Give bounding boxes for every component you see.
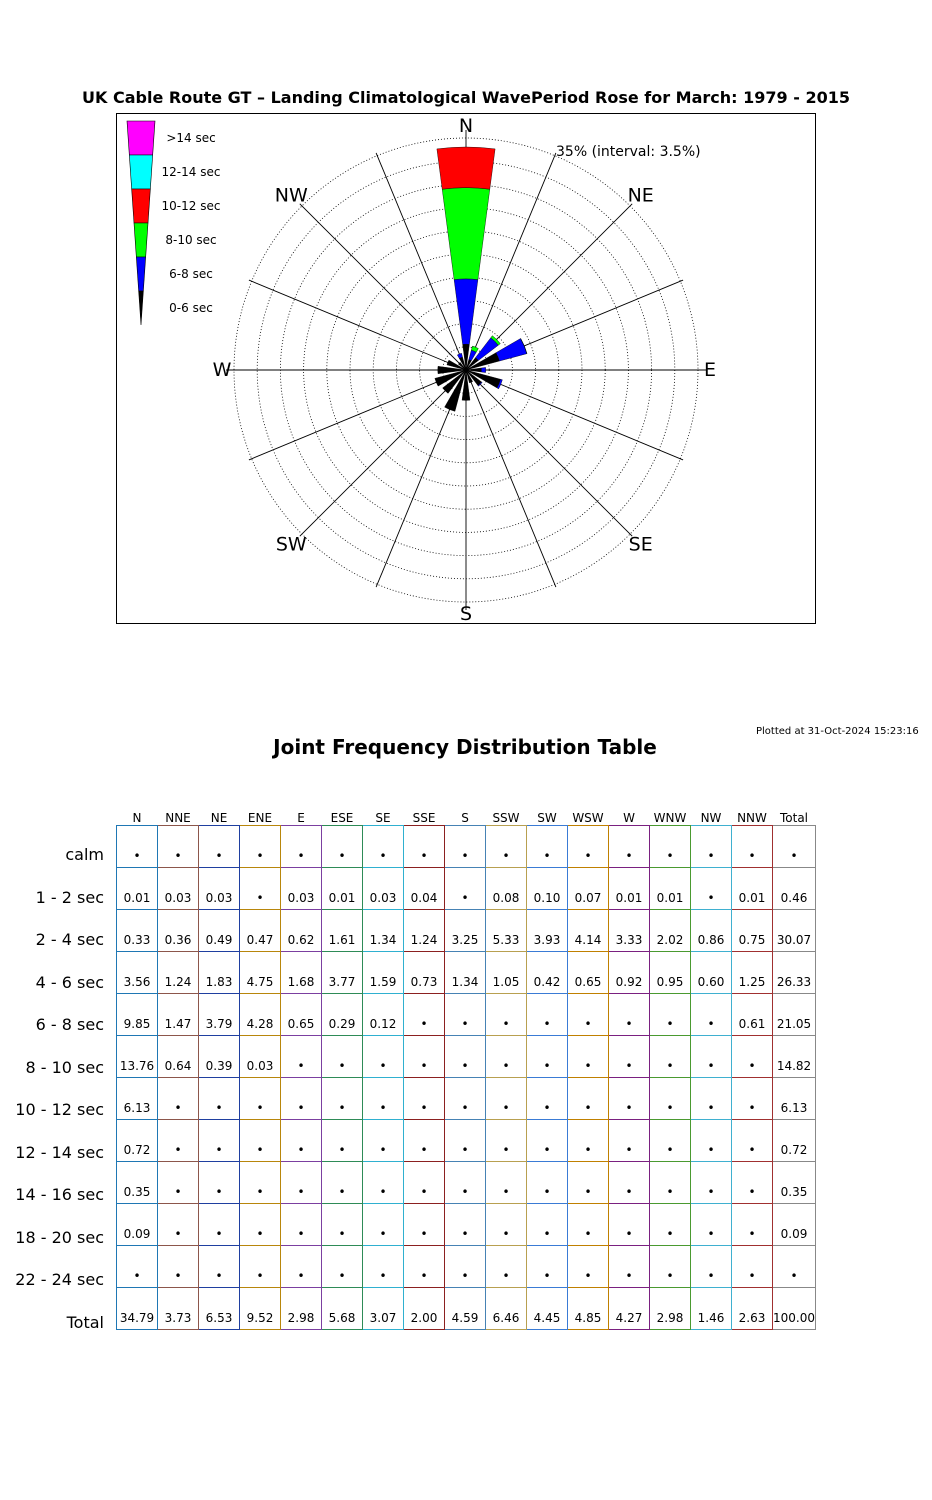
table-cell: • — [363, 1078, 404, 1120]
table-cell: • — [404, 826, 445, 868]
table-cell: • — [199, 826, 240, 868]
table-cell: • — [486, 1036, 527, 1078]
table-cell: 0.61 — [732, 994, 773, 1036]
table-cell: 34.79 — [117, 1288, 158, 1330]
table-cell: • — [650, 1120, 691, 1162]
table-cell: 0.42 — [527, 952, 568, 994]
table-cell: • — [363, 1204, 404, 1246]
table-cell: • — [650, 1162, 691, 1204]
table-cell: • — [691, 1162, 732, 1204]
table-cell: • — [158, 1246, 199, 1288]
table-cell: 0.35 — [117, 1162, 158, 1204]
table-cell: • — [281, 1246, 322, 1288]
column-header: E — [297, 811, 305, 825]
table-cell: 1.68 — [281, 952, 322, 994]
table-cell: • — [568, 994, 609, 1036]
legend-label: 0-6 sec — [169, 301, 213, 315]
table-cell: • — [486, 994, 527, 1036]
wind-rose-chart — [116, 113, 919, 737]
table-cell: 2.63 — [732, 1288, 773, 1330]
direction-label: S — [459, 603, 473, 625]
table-cell: 0.01 — [322, 868, 363, 910]
table-cell: 0.36 — [158, 910, 199, 952]
table-cell: 2.00 — [404, 1288, 445, 1330]
table-cell: • — [527, 994, 568, 1036]
table-title: Joint Frequency Distribution Table — [273, 735, 657, 759]
table-cell: • — [363, 826, 404, 868]
legend-swatch — [129, 155, 152, 189]
table-cell: • — [322, 826, 363, 868]
table-cell: 1.47 — [158, 994, 199, 1036]
table-cell: 0.35 — [773, 1162, 816, 1204]
table-cell: • — [404, 1246, 445, 1288]
table-cell: • — [322, 1078, 363, 1120]
spoke-line — [466, 370, 556, 587]
table-cell: • — [486, 1120, 527, 1162]
legend-label: 12-14 sec — [161, 165, 221, 179]
table-cell: • — [322, 1036, 363, 1078]
table-cell: 14.82 — [773, 1036, 816, 1078]
table-cell: 0.01 — [732, 868, 773, 910]
column-header: WNW — [653, 811, 687, 825]
table-cell: • — [650, 1246, 691, 1288]
table-cell: • — [691, 994, 732, 1036]
table-cell: 0.03 — [158, 868, 199, 910]
table-cell: • — [527, 1162, 568, 1204]
spoke-line — [249, 370, 466, 460]
direction-label: W — [212, 359, 232, 381]
table-cell: 0.01 — [609, 868, 650, 910]
table-cell: • — [281, 1120, 322, 1162]
table-cell: 3.93 — [527, 910, 568, 952]
table-cell: • — [281, 1078, 322, 1120]
legend-label: 6-8 sec — [169, 267, 213, 281]
table-cell: 3.07 — [363, 1288, 404, 1330]
legend-swatch — [139, 291, 144, 325]
table-cell: • — [650, 1036, 691, 1078]
table-cell: • — [568, 1120, 609, 1162]
table-cell: 2.02 — [650, 910, 691, 952]
table-cell: • — [732, 1204, 773, 1246]
column-header: SSW — [492, 811, 520, 825]
table-cell: • — [527, 1204, 568, 1246]
table-cell: 0.01 — [650, 868, 691, 910]
direction-label: SE — [628, 533, 653, 556]
table-cell: • — [527, 1120, 568, 1162]
table-cell: • — [445, 1078, 486, 1120]
table-cell: • — [732, 1036, 773, 1078]
table-cell: • — [609, 1120, 650, 1162]
table-cell: • — [281, 826, 322, 868]
row-label: 2 - 4 sec — [35, 930, 104, 949]
table-cell: • — [691, 1246, 732, 1288]
table-cell: 6.53 — [199, 1288, 240, 1330]
table-cell: • — [158, 826, 199, 868]
table-cell: 1.24 — [158, 952, 199, 994]
table-cell: • — [240, 1162, 281, 1204]
table-cell: • — [568, 1162, 609, 1204]
table-cell: • — [404, 1078, 445, 1120]
table-cell: 0.03 — [199, 868, 240, 910]
table-cell: • — [527, 1246, 568, 1288]
table-cell: 0.92 — [609, 952, 650, 994]
table-cell: • — [568, 826, 609, 868]
table-cell: • — [609, 1246, 650, 1288]
table-cell: 4.85 — [568, 1288, 609, 1330]
table-cell: 0.08 — [486, 868, 527, 910]
table-cell: 0.09 — [773, 1204, 816, 1246]
table-cell: • — [527, 826, 568, 868]
table-cell: • — [117, 1246, 158, 1288]
legend-swatch — [134, 223, 148, 257]
table-row — [117, 1288, 816, 1330]
table-cell: • — [445, 826, 486, 868]
column-header: NW — [700, 811, 722, 825]
spoke-line — [300, 204, 466, 370]
table-cell: 2.98 — [281, 1288, 322, 1330]
row-label: 22 - 24 sec — [15, 1270, 104, 1289]
table-cell: • — [445, 1246, 486, 1288]
row-label: 1 - 2 sec — [35, 887, 104, 907]
table-cell: 0.95 — [650, 952, 691, 994]
table-cell: • — [240, 1120, 281, 1162]
table-cell: 0.86 — [691, 910, 732, 952]
table-cell: • — [199, 1246, 240, 1288]
table-row — [117, 826, 816, 868]
table-cell: 1.05 — [486, 952, 527, 994]
table-cell: • — [404, 1204, 445, 1246]
table-cell: 4.75 — [240, 952, 281, 994]
column-header: NNW — [737, 811, 767, 825]
table-cell: • — [486, 1078, 527, 1120]
table-cell: • — [158, 1204, 199, 1246]
table-cell: 6.46 — [486, 1288, 527, 1330]
table-cell: • — [527, 1078, 568, 1120]
table-cell: • — [691, 826, 732, 868]
table-cell: 2.98 — [650, 1288, 691, 1330]
table-cell: • — [240, 1204, 281, 1246]
petal-N-series-3 — [437, 147, 495, 189]
table-cell: 3.33 — [609, 910, 650, 952]
table-cell: • — [609, 994, 650, 1036]
petal-E-series-1 — [481, 367, 485, 372]
table-cell: • — [404, 1036, 445, 1078]
table-cell: • — [404, 994, 445, 1036]
column-header: ENE — [247, 811, 273, 825]
table-cell: 100.00 — [773, 1288, 816, 1330]
table-cell: • — [609, 1204, 650, 1246]
table-cell: • — [199, 1120, 240, 1162]
column-header: Total — [779, 811, 809, 825]
table-cell: 0.01 — [117, 868, 158, 910]
table-row — [117, 952, 816, 994]
table-cell: • — [691, 1204, 732, 1246]
column-header: ESE — [330, 811, 354, 825]
petal-N-series-1 — [454, 279, 478, 345]
table-cell: 5.68 — [322, 1288, 363, 1330]
table-cell: 4.14 — [568, 910, 609, 952]
table-cell: • — [486, 1204, 527, 1246]
table-cell: 13.76 — [117, 1036, 158, 1078]
table-cell: • — [486, 826, 527, 868]
table-cell: 0.47 — [240, 910, 281, 952]
table-cell: • — [322, 1162, 363, 1204]
table-cell: • — [650, 826, 691, 868]
table-cell: • — [281, 1162, 322, 1204]
row-label: calm — [65, 845, 104, 864]
table-cell: • — [609, 826, 650, 868]
table-cell: 4.28 — [240, 994, 281, 1036]
column-header: S — [461, 811, 469, 825]
table-row — [117, 1036, 816, 1078]
table-cell: • — [732, 1078, 773, 1120]
table-cell: 0.33 — [117, 910, 158, 952]
table-cell: • — [281, 1036, 322, 1078]
table-cell: • — [527, 1036, 568, 1078]
table-cell: • — [199, 1078, 240, 1120]
row-label: 18 - 20 sec — [15, 1227, 104, 1247]
table-cell: • — [609, 1036, 650, 1078]
table-cell: 0.39 — [199, 1036, 240, 1078]
column-header: NE — [210, 811, 228, 825]
table-cell: • — [445, 994, 486, 1036]
table-cell: 0.64 — [158, 1036, 199, 1078]
table-cell: 0.04 — [404, 868, 445, 910]
plotted-at-timestamp: Plotted at 31-Oct-2024 15:23:16 — [756, 726, 919, 737]
table-cell: • — [199, 1162, 240, 1204]
spoke-line — [249, 280, 466, 370]
table-cell: • — [240, 1078, 281, 1120]
table-cell: 9.85 — [117, 994, 158, 1036]
table-cell: • — [445, 1162, 486, 1204]
table-cell: 0.75 — [732, 910, 773, 952]
table-cell: • — [650, 1078, 691, 1120]
row-label: 6 - 8 sec — [35, 1015, 104, 1034]
table-cell: • — [322, 1204, 363, 1246]
table-header-row — [117, 805, 816, 826]
table-cell: 3.73 — [158, 1288, 199, 1330]
table-cell: • — [363, 1036, 404, 1078]
table-cell: 21.05 — [773, 994, 816, 1036]
row-label: 10 - 12 sec — [15, 1100, 104, 1119]
table-cell: 3.56 — [117, 952, 158, 994]
table-row — [117, 994, 816, 1036]
scale-label: 35% (interval: 3.5%) — [556, 144, 701, 160]
direction-label: SW — [275, 533, 307, 556]
table-cell: • — [281, 1204, 322, 1246]
table-cell: • — [568, 1036, 609, 1078]
table-cell: 5.33 — [486, 910, 527, 952]
table-cell: 0.03 — [363, 868, 404, 910]
table-cell: • — [363, 1246, 404, 1288]
table-cell: • — [404, 1162, 445, 1204]
table-cell: 1.61 — [322, 910, 363, 952]
table-cell: 6.13 — [773, 1078, 816, 1120]
table-cell: 0.07 — [568, 868, 609, 910]
table-cell: 1.46 — [691, 1288, 732, 1330]
direction-label: NW — [274, 184, 308, 207]
table-cell: 6.13 — [117, 1078, 158, 1120]
table-cell: • — [363, 1120, 404, 1162]
table-cell: 0.12 — [363, 994, 404, 1036]
table-cell: 9.52 — [240, 1288, 281, 1330]
table-cell: • — [445, 1204, 486, 1246]
legend-label: 10-12 sec — [161, 199, 221, 213]
table-cell: • — [363, 1162, 404, 1204]
table-cell: 3.77 — [322, 952, 363, 994]
table-cell: 26.33 — [773, 952, 816, 994]
table-cell: • — [691, 1036, 732, 1078]
row-label: Total — [66, 1312, 104, 1332]
table-cell: • — [486, 1162, 527, 1204]
table-row — [117, 1246, 816, 1288]
table-cell: • — [240, 868, 281, 910]
table-cell: 0.49 — [199, 910, 240, 952]
table-cell: • — [773, 1246, 816, 1288]
table-cell: • — [691, 868, 732, 910]
table-row — [117, 868, 816, 910]
table-cell: 0.65 — [568, 952, 609, 994]
table-cell: • — [691, 1120, 732, 1162]
table-cell: 0.62 — [281, 910, 322, 952]
row-label: 14 - 16 sec — [15, 1185, 104, 1204]
table-cell: 1.25 — [732, 952, 773, 994]
table-cell: • — [158, 1120, 199, 1162]
table-cell: 1.34 — [445, 952, 486, 994]
table-cell: 4.45 — [527, 1288, 568, 1330]
table-cell: 3.25 — [445, 910, 486, 952]
table-cell: • — [158, 1078, 199, 1120]
table-cell: • — [609, 1078, 650, 1120]
column-header: WSW — [572, 811, 604, 825]
table-cell: 4.27 — [609, 1288, 650, 1330]
table-cell: 0.72 — [117, 1120, 158, 1162]
table-cell: 0.46 — [773, 868, 816, 910]
petal-N-series-2 — [442, 188, 490, 280]
table-cell: 0.03 — [281, 868, 322, 910]
table-row — [117, 1204, 816, 1246]
column-header: SW — [537, 811, 557, 825]
direction-label: N — [458, 115, 474, 137]
table-cell: • — [199, 1204, 240, 1246]
column-header: NNE — [165, 811, 191, 825]
table-cell: • — [158, 1162, 199, 1204]
table-cell: • — [568, 1078, 609, 1120]
table-cell: 1.83 — [199, 952, 240, 994]
column-header: N — [132, 811, 142, 825]
table-cell: • — [486, 1246, 527, 1288]
table-cell: • — [732, 826, 773, 868]
rose-title: UK Cable Route GT – Landing Climatological WavePeriod Rose for March: 1979 - 2015 — [82, 88, 850, 107]
table-cell: 0.72 — [773, 1120, 816, 1162]
table-cell: • — [732, 1120, 773, 1162]
table-cell: 0.03 — [240, 1036, 281, 1078]
row-label: 4 - 6 sec — [35, 972, 104, 992]
table-cell: 0.10 — [527, 868, 568, 910]
wind-rose-svg — [117, 114, 815, 623]
table-cell: 0.09 — [117, 1204, 158, 1246]
table-cell: • — [445, 1036, 486, 1078]
table-cell: 1.59 — [363, 952, 404, 994]
row-label: 8 - 10 sec — [25, 1057, 104, 1077]
table-row — [117, 1120, 816, 1162]
table-row — [117, 1162, 816, 1204]
table-cell: 30.07 — [773, 910, 816, 952]
column-header: SE — [375, 811, 391, 825]
table-cell: 1.34 — [363, 910, 404, 952]
table-cell: • — [117, 826, 158, 868]
table-row — [117, 1078, 816, 1120]
table-cell: • — [404, 1120, 445, 1162]
table-cell: 3.79 — [199, 994, 240, 1036]
legend-label: >14 sec — [166, 131, 216, 145]
table-cell: • — [732, 1162, 773, 1204]
table-cell: • — [322, 1120, 363, 1162]
table-cell: • — [445, 868, 486, 910]
direction-label: E — [703, 359, 717, 381]
table-cell: • — [568, 1246, 609, 1288]
direction-label: NE — [627, 184, 654, 207]
spoke-line — [466, 370, 632, 536]
table-cell: 4.59 — [445, 1288, 486, 1330]
table-row — [117, 910, 816, 952]
table-cell: 0.65 — [281, 994, 322, 1036]
table-cell: 0.29 — [322, 994, 363, 1036]
legend-swatch — [127, 121, 155, 155]
joint-frequency-table — [116, 805, 816, 1330]
column-header: SSE — [412, 811, 436, 825]
table-cell: • — [240, 826, 281, 868]
table-cell: 1.24 — [404, 910, 445, 952]
table-cell: 0.73 — [404, 952, 445, 994]
row-label: 12 - 14 sec — [15, 1142, 104, 1162]
table-cell: • — [691, 1078, 732, 1120]
table-cell: • — [445, 1120, 486, 1162]
table-cell: • — [773, 826, 816, 868]
legend-swatch — [132, 189, 151, 223]
table-cell: • — [650, 994, 691, 1036]
spoke-line — [300, 370, 466, 536]
legend-swatch — [136, 257, 145, 291]
table-cell: • — [609, 1162, 650, 1204]
table-cell: • — [650, 1204, 691, 1246]
table-cell: 0.60 — [691, 952, 732, 994]
column-header: W — [623, 811, 635, 825]
legend-label: 8-10 sec — [165, 233, 217, 247]
table-cell: • — [322, 1246, 363, 1288]
table-cell: • — [568, 1204, 609, 1246]
table-cell: • — [240, 1246, 281, 1288]
table-cell: • — [732, 1246, 773, 1288]
